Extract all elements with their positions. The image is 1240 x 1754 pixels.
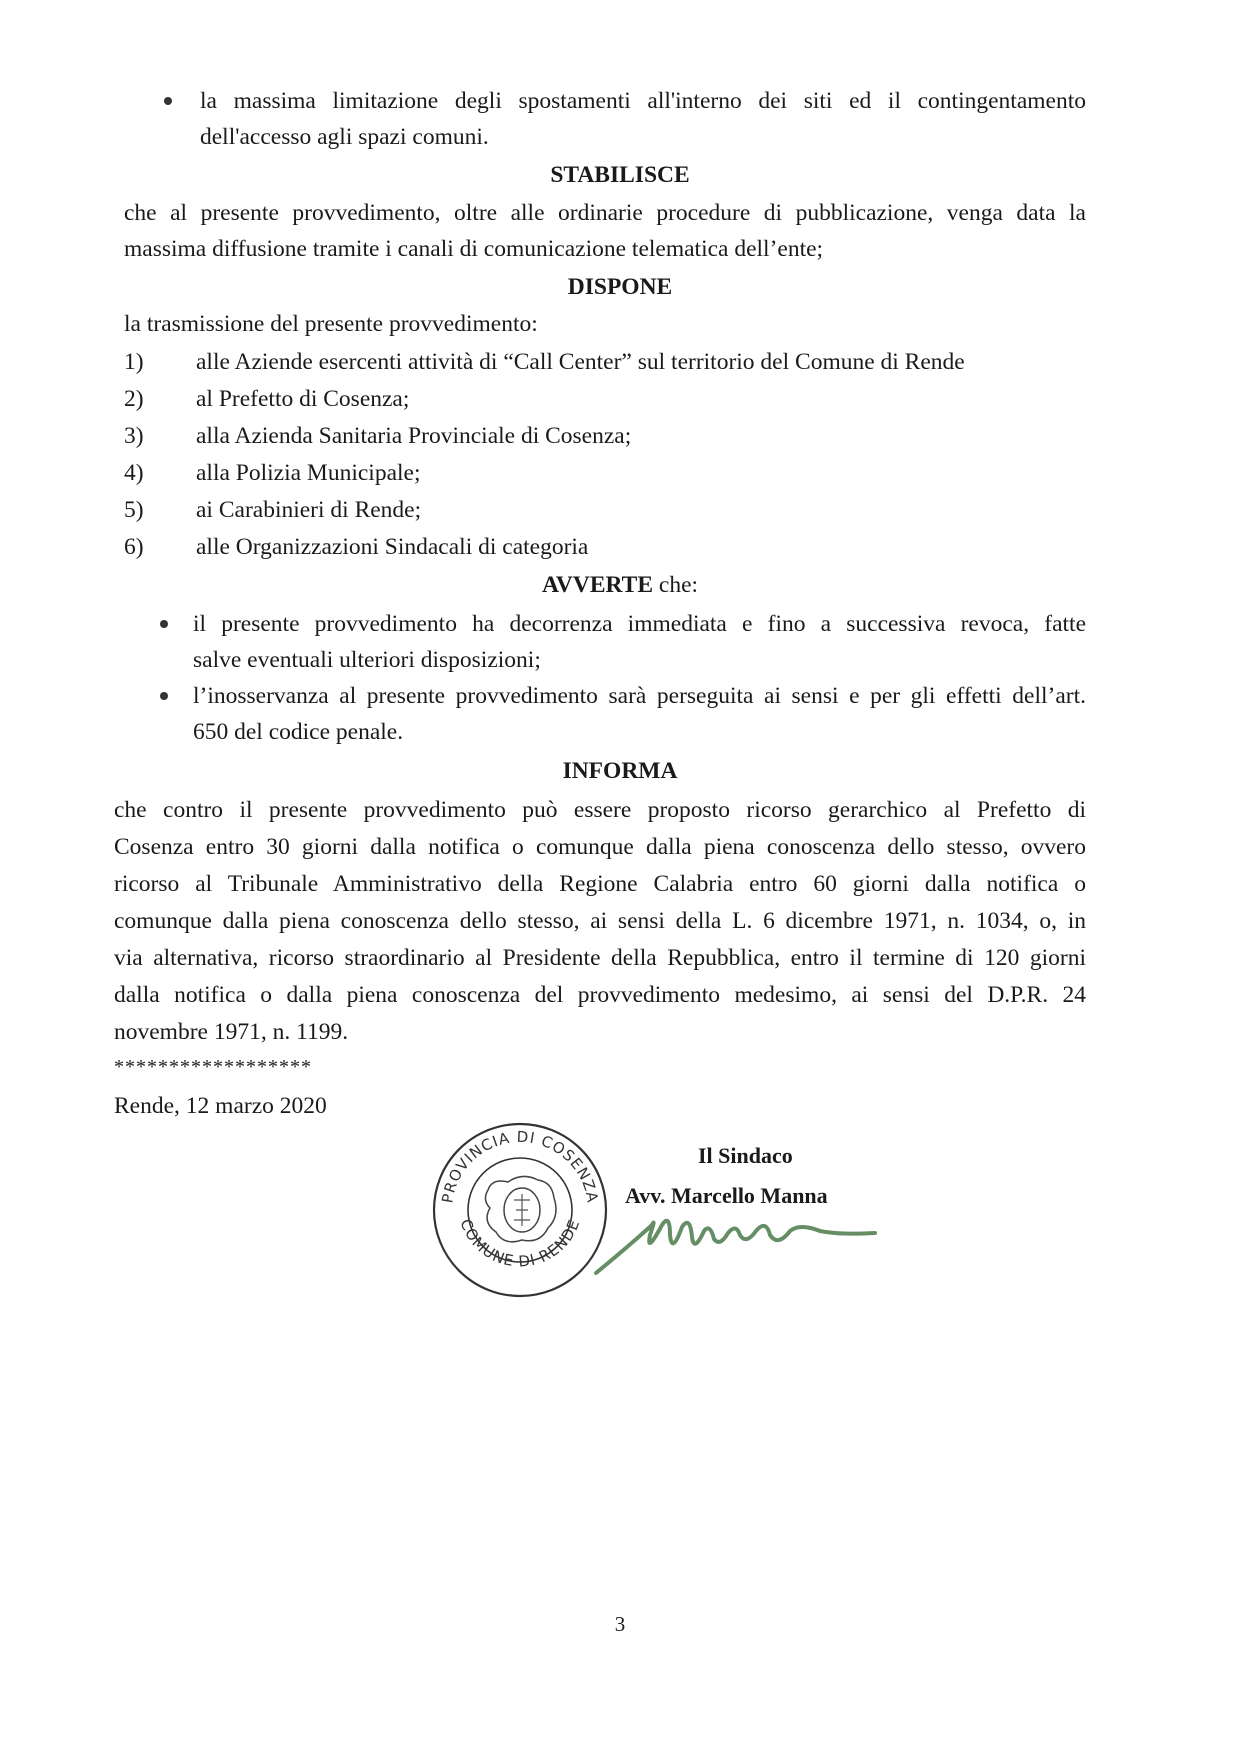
separator-asterisks: ****************** <box>114 1056 312 1078</box>
list-item-number: 3) <box>124 423 144 449</box>
stabilisce-line1: che al presente provvedimento, oltre alle ordinarie procedure di pubblicazione, venga data la <box>124 200 1086 226</box>
bullet-icon <box>160 620 168 628</box>
list-item-text: ai Carabinieri di Rende; <box>196 497 422 523</box>
informa-line: dalla notifica o dalla piena conoscenza del provvedimento medesimo, ai sensi del D.P.R. 24 <box>114 982 1086 1008</box>
heading-informa: INFORMA <box>562 758 678 784</box>
avverte-bullet1-line2: salve eventuali ulteriori disposizioni; <box>193 647 541 673</box>
informa-line: che contro il presente provvedimento può essere proposto ricorso gerarchico al Prefetto di <box>114 797 1086 823</box>
official-stamp <box>430 1120 610 1300</box>
signature-title: Il Sindaco <box>698 1143 793 1168</box>
dispone-intro: la trasmissione del presente provvedimento: <box>124 311 538 337</box>
list-item-text: al Prefetto di Cosenza; <box>196 386 410 412</box>
page-number: 3 <box>614 1612 626 1636</box>
informa-line: novembre 1971, n. 1199. <box>114 1019 349 1045</box>
heading-dispone: DISPONE <box>567 274 673 300</box>
informa-line: comunque dalla piena conoscenza dello stesso, ai sensi della L. 6 dicembre 1971, n. 1034, o, in <box>114 908 1086 934</box>
heading-avverte-rest: che: <box>653 572 699 598</box>
avverte-bullet2-line2: 650 del codice penale. <box>193 719 404 745</box>
stamp-crest-detail <box>514 1194 530 1226</box>
stabilisce-line2: massima diffusione tramite i canali di comunicazione telematica dell’ente; <box>124 236 824 262</box>
list-item-number: 2) <box>124 386 144 412</box>
informa-line: ricorso al Tribunale Amministrativo della Regione Calabria entro 60 giorni dalla notifica o <box>114 871 1086 897</box>
stamp-text-bottom: COMUNE DI RENDE <box>456 1216 584 1271</box>
heading-avverte <box>0 570 1240 600</box>
list-item-text: alle Aziende esercenti attività di “Call Center” sul territorio del Comune di Rende <box>196 349 965 375</box>
informa-line: via alternativa, ricorso straordinario al Presidente della Repubblica, entro il termine di 120 giorni <box>114 945 1086 971</box>
list-item-number: 5) <box>124 497 144 523</box>
avverte-bullet2-line1: l’inosservanza al presente provvedimento sarà perseguita ai sensi e per gli effetti dell’art. <box>193 683 1086 709</box>
heading-stabilisce: STABILISCE <box>550 162 690 188</box>
stamp-text-top: PROVINCIA DI COSENZA <box>438 1127 602 1205</box>
bullet-top-line2: dell'accesso agli spazi comuni. <box>200 124 489 150</box>
signature-name: Avv. Marcello Manna <box>625 1183 828 1208</box>
list-item-number: 1) <box>124 349 144 375</box>
informa-line: Cosenza entro 30 giorni dalla notifica o comunque dalla piena conoscenza dello stesso, ovvero <box>114 834 1086 860</box>
bullet-icon <box>160 692 168 700</box>
list-item-text: alle Organizzazioni Sindacali di categoria <box>196 534 589 560</box>
handwritten-signature <box>590 1195 880 1280</box>
bullet-icon <box>164 97 172 105</box>
list-item-number: 6) <box>124 534 144 560</box>
avverte-bullet1-line1: il presente provvedimento ha decorrenza immediata e fino a successiva revoca, fatte <box>193 611 1086 637</box>
list-item-text: alla Azienda Sanitaria Provinciale di Cosenza; <box>196 423 632 449</box>
place-date: Rende, 12 marzo 2020 <box>114 1093 327 1119</box>
bullet-top-line1: la massima limitazione degli spostamenti all'interno dei siti ed il contingentamento <box>200 88 1086 114</box>
list-item-number: 4) <box>124 460 144 486</box>
heading-avverte-bold: AVVERTE <box>541 572 654 598</box>
list-item-text: alla Polizia Municipale; <box>196 460 421 486</box>
